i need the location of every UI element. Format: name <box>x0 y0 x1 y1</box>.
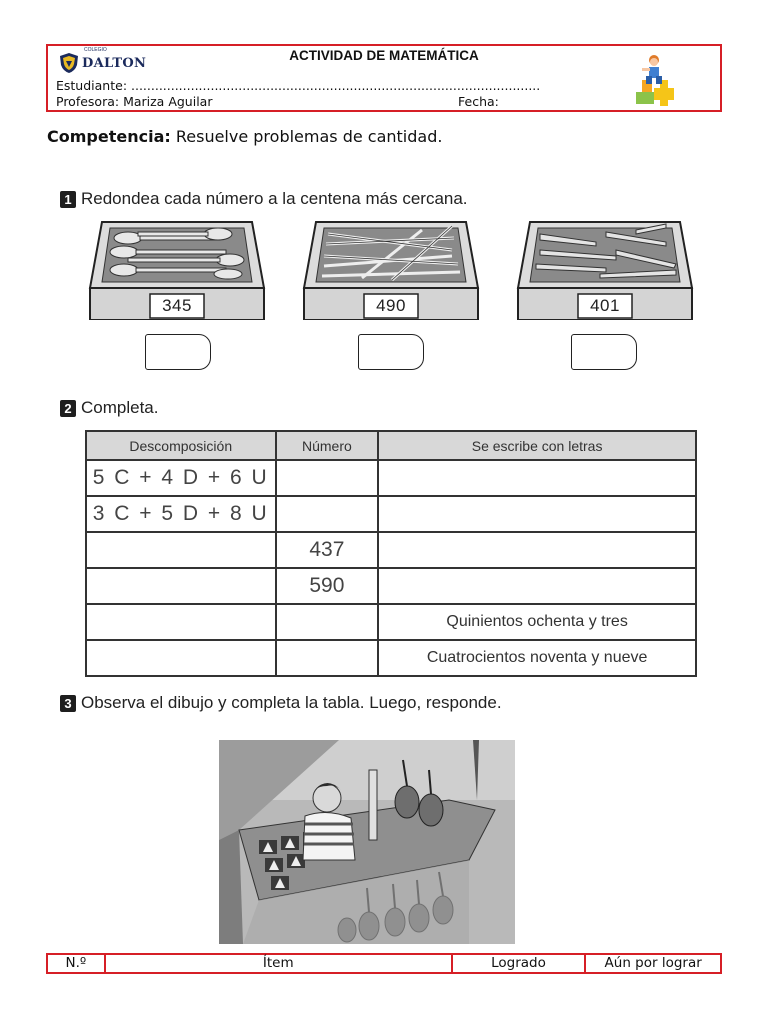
section-1-heading <box>60 189 468 209</box>
date-field[interactable]: Fecha: <box>458 94 499 109</box>
words-cell[interactable] <box>378 568 696 604</box>
section-2-number: 2 <box>60 400 76 417</box>
section-3-heading <box>60 693 502 713</box>
header-in-words: Se escribe con letras <box>378 431 696 460</box>
evaluation-table <box>46 953 722 974</box>
number-cell[interactable] <box>276 496 379 532</box>
words-cell[interactable] <box>378 532 696 568</box>
header-not-yet-achieved: Aún por lograr <box>585 954 721 973</box>
logo-text: DALTON <box>82 55 147 71</box>
decomposition-cell[interactable] <box>86 604 276 640</box>
answer-box-1[interactable] <box>145 334 211 370</box>
header-decomposition: Descomposición <box>86 431 276 460</box>
competency-label: Competencia: <box>47 127 171 146</box>
tray-forks <box>302 220 480 320</box>
tray-number: 401 <box>590 296 620 315</box>
section-1-title: Redondea cada número a la centena más cercana. <box>81 189 468 208</box>
teacher-line: Profesora: Mariza Aguilar <box>56 94 213 109</box>
table-header-row <box>86 431 696 460</box>
evaluation-header-row <box>47 954 721 973</box>
words-cell[interactable] <box>378 460 696 496</box>
tray-spoons <box>88 220 266 320</box>
table-row <box>86 568 696 604</box>
decomposition-cell[interactable] <box>86 568 276 604</box>
competency-text: Resuelve problemas de cantidad. <box>175 127 443 146</box>
section-3-title: Observa el dibujo y completa la tabla. Luego, responde. <box>81 693 502 712</box>
section-2-heading <box>60 398 158 418</box>
table-row <box>86 532 696 568</box>
logo-small-text: COLEGIO <box>84 47 107 53</box>
decomposition-cell[interactable] <box>86 640 276 676</box>
words-cell: Quinientos ochenta y tres <box>378 604 696 640</box>
words-cell: Cuatrocientos noventa y nueve <box>378 640 696 676</box>
header-item-number: N.º <box>47 954 105 973</box>
words-cell[interactable] <box>378 496 696 532</box>
table-row <box>86 460 696 496</box>
table-row <box>86 604 696 640</box>
header-number: Número <box>276 431 379 460</box>
header-achieved: Logrado <box>452 954 586 973</box>
page-title: ACTIVIDAD DE MATEMÁTICA <box>289 48 479 63</box>
decomposition-table <box>85 430 697 677</box>
number-cell: 437 <box>276 532 379 568</box>
header-box <box>46 44 722 112</box>
decomposition-cell: 3 C + 5 D + 8 U <box>86 496 276 532</box>
decomposition-cell[interactable] <box>86 532 276 568</box>
header-item: Ítem <box>105 954 452 973</box>
child-blocks-illustration <box>632 52 680 108</box>
number-cell[interactable] <box>276 460 379 496</box>
instrument-stall-illustration <box>219 740 515 944</box>
table-row <box>86 640 696 676</box>
student-field[interactable]: Estudiante: ....................................................................................................... <box>56 78 541 93</box>
answer-box-2[interactable] <box>358 334 424 370</box>
competency-statement <box>47 127 442 146</box>
section-2-title: Completa. <box>81 398 159 417</box>
decomposition-cell: 5 C + 4 D + 6 U <box>86 460 276 496</box>
table-row <box>86 496 696 532</box>
answer-box-3[interactable] <box>571 334 637 370</box>
tray-number: 345 <box>162 296 192 315</box>
number-cell[interactable] <box>276 640 379 676</box>
number-cell: 590 <box>276 568 379 604</box>
tray-knives <box>516 220 694 320</box>
number-cell[interactable] <box>276 604 379 640</box>
section-1-number: 1 <box>60 191 76 208</box>
section-3-number: 3 <box>60 695 76 712</box>
tray-number: 490 <box>376 296 406 315</box>
